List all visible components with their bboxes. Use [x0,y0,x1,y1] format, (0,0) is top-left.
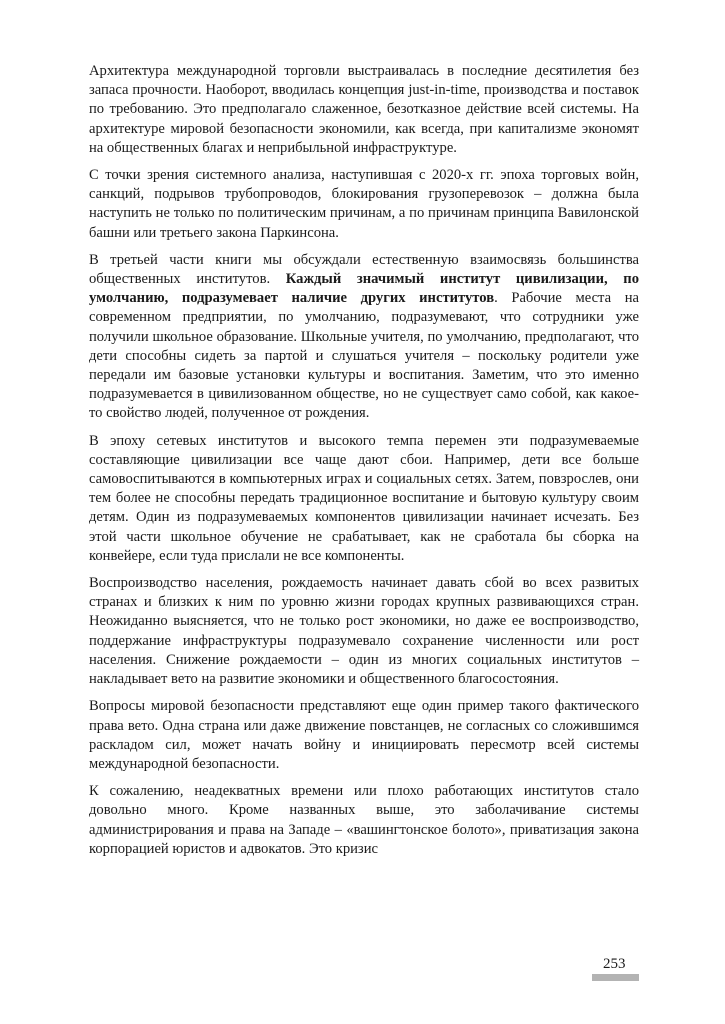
paragraph-4 [89,432,639,566]
paragraph-7 [89,782,639,859]
paragraph-5 [89,574,639,689]
paragraph-1 [89,62,639,158]
text-run: В третьей части книги мы обсуждали естественную взаимосвязь большинства общественных институтов. [89,251,639,288]
paragraph-3 [89,251,639,424]
page-body [89,62,639,867]
text-run: Архитектура международной торговли выстраивалась в последние десятилетия без запаса прочности. Наоборот, вводилась концепция just-in-time, производства и поставок по требованию. Это предполагало слаженное, безотказное действие всей системы. На архитектуре мировой безопасности экономили, как всегда, при капитализме экономят на общественных благах и неприбыльной инфраструктуре. [89,63,639,156]
text-run: К сожалению, неадекватных времени или плохо работающих институтов стало довольно много. Кроме названных выше, это заболачивание системы администрирования и права на Западе – «вашингтонское болото», приватизация закона корпорацией юристов и адвокатов. Это кризис [89,783,639,857]
text-run: Воспроизводство населения, рождаемость начинает давать сбой во всех развитых странах и близких к ним по уровню жизни городах крупных развивающихся стран. Неожиданно выясняется, что не только рост экономики, но даже ее воспроизводство, поддержание инфраструктуры подразумевало сохранение численности или рост населения. Снижение рождаемости – один из многих социальных институтов – накладывает вето на развитие экономики и общественного благосостояния. [89,575,639,688]
page-number-underline [592,974,639,981]
text-run: В эпоху сетевых институтов и высокого темпа перемен эти подразумеваемые составляющие цивилизации все чаще дают сбои. Например, дети все больше самовоспитываются в компьютерных играх и социальных сетях. Затем, повзрослев, они тем более не способны передать традиционное воспитание и бытовую культуру своим детям. Один из подразумеваемых компонентов цивилизации начинает исчезать. Без этой части школьное обучение не срабатывает, как не сработала бы сборка на конвейере, если туда прислали не все компоненты. [89,432,639,564]
text-run: Вопросы мировой безопасности представляют еще один пример такого фактического права вето. Одна страна или даже движение повстанцев, не согласных со сложившимся раскладом сил, может начать войну и инициировать пересмотр всей системы международной безопасности. [89,698,639,772]
page-number: 253 [603,956,626,972]
paragraph-6 [89,697,639,774]
paragraph-2 [89,166,639,243]
text-run: . Рабочие места на современном предприятии, по умолчанию, подразумевают, что сотрудники уже получили школьное образование. Школьные учителя, по умолчанию, предполагают, что дети способны сидеть за партой и слушаться учителя – поскольку родители уже передали им базовые установки культуры и воспитания. Заметим, что это именно подразумевается в цивилизованном обществе, но не существует само собой, как какое-то свойство людей, полученное от рождения. [89,290,639,422]
bold-text-run: Каждый значимый институт цивилизации, по умолчанию, подразумевает наличие других институтов [89,271,640,307]
text-run: С точки зрения системного анализа, наступившая с 2020-х гг. эпоха торговых войн, санкций, подрывов трубопроводов, блокирования грузоперевозок – должна была наступить не только по политическим причинам, а по причинам принципа Вавилонской башни или третьего закона Паркинсона. [89,167,639,241]
